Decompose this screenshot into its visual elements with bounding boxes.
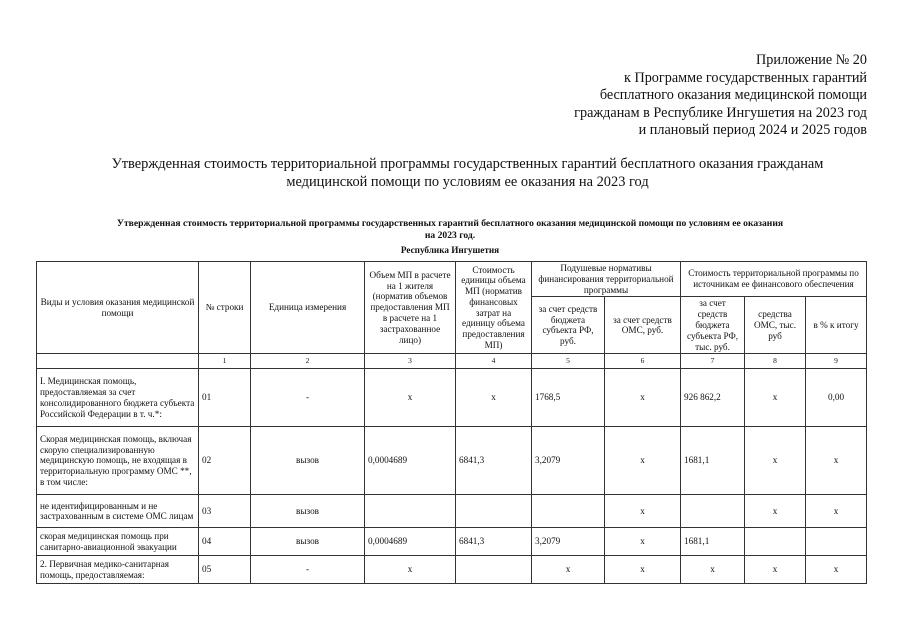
row-budget-norm: 1768,5: [532, 369, 605, 427]
row-line-number: 01: [199, 369, 251, 427]
document-title-line: медицинской помощи по условиям ее оказания на 2023 год: [286, 174, 649, 190]
header-oms-total: средства ОМС, тыс. руб: [745, 297, 806, 354]
row-name: Скорая медицинская помощь, включая скорую специализированную медицинскую помощь, не входящая в территориальную программу ОМС **, в том числе:: [37, 427, 199, 495]
row-unit-cost: [456, 495, 532, 528]
column-number: 2: [251, 354, 365, 369]
row-line-number: 02: [199, 427, 251, 495]
column-number: 3: [365, 354, 456, 369]
appendix-line: и плановый период 2024 и 2025 годов: [638, 122, 867, 139]
appendix-line: Приложение № 20: [756, 52, 867, 68]
document-title-line: Утвержденная стоимость территориальной программы государственных гарантий бесплатного оказания гражданам: [111, 156, 824, 172]
row-percent: x: [806, 427, 867, 495]
row-oms-total: x: [745, 427, 806, 495]
cost-table: [36, 261, 867, 584]
column-number: [37, 354, 199, 369]
column-number-row: [37, 354, 867, 369]
row-budget-norm: [532, 495, 605, 528]
row-oms-total: [745, 528, 806, 556]
row-unit: вызов: [251, 528, 365, 556]
row-name: 2. Первичная медико-санитарная помощь, предоставляемая:: [37, 556, 199, 584]
region-label: Республика Ингушетия: [400, 245, 500, 255]
row-unit-cost: 6841,3: [456, 528, 532, 556]
header-budget-total: за счет средств бюджета субъекта РФ, тыс. руб.: [681, 297, 745, 354]
row-oms-total: x: [745, 369, 806, 427]
row-oms-norm: x: [605, 369, 681, 427]
row-oms-norm: x: [605, 427, 681, 495]
row-oms-norm: x: [605, 556, 681, 584]
header-volume: Объем МП в расчете на 1 жителя (норматив объемов предоставления МП в расчете на 1 застрахованное лицо): [365, 262, 456, 354]
row-unit-cost: 6841,3: [456, 427, 532, 495]
header-unit: Единица измерения: [251, 262, 365, 354]
row-line-number: 03: [199, 495, 251, 528]
appendix-block: [507, 52, 867, 140]
header-percent: в % к итогу: [806, 297, 867, 354]
row-unit: вызов: [251, 427, 365, 495]
column-number: 9: [806, 354, 867, 369]
document-title: [70, 155, 865, 191]
row-percent: x: [806, 556, 867, 584]
row-budget-total: 926 862,2: [681, 369, 745, 427]
appendix-line: бесплатного оказания медицинской помощи: [599, 87, 867, 104]
column-number: 1: [199, 354, 251, 369]
row-volume: 0,0004689: [365, 427, 456, 495]
row-percent: 0,00: [806, 369, 867, 427]
column-number: 8: [745, 354, 806, 369]
table-row: [37, 495, 867, 528]
table-row: [37, 427, 867, 495]
column-number: 6: [605, 354, 681, 369]
row-unit: -: [251, 556, 365, 584]
table-title-line: Утвержденная стоимость территориальной программы государственных гарантий бесплатного оказания медицинской помощи по условиям ее оказания: [116, 218, 784, 229]
row-oms-total: x: [745, 556, 806, 584]
header-line-number: № строки: [199, 262, 251, 354]
appendix-line: гражданам в Республике Ингушетия на 2023 год: [574, 104, 867, 121]
row-budget-total: 1681,1: [681, 528, 745, 556]
column-number: 4: [456, 354, 532, 369]
header-budget-norm: за счет средств бюджета субъекта РФ, руб.: [532, 297, 605, 354]
header-program-cost-group: Стоимость территориальной программы по источникам ее финансового обеспечения: [681, 262, 867, 297]
row-name: I. Медицинская помощь, предоставляемая за счет консолидированного бюджета субъекта Российской Федерации в т. ч.*:: [37, 369, 199, 427]
column-number: 7: [681, 354, 745, 369]
table-title: [30, 218, 870, 242]
row-percent: x: [806, 495, 867, 528]
row-unit-cost: [456, 556, 532, 584]
row-budget-norm: x: [532, 556, 605, 584]
header-oms-norm: за счет средств ОМС, руб.: [605, 297, 681, 354]
row-budget-norm: 3,2079: [532, 427, 605, 495]
row-oms-norm: x: [605, 495, 681, 528]
row-unit-cost: x: [456, 369, 532, 427]
table-row: [37, 528, 867, 556]
row-budget-norm: 3,2079: [532, 528, 605, 556]
table-row: [37, 556, 867, 584]
row-percent: [806, 528, 867, 556]
row-volume: 0,0004689: [365, 528, 456, 556]
row-budget-total: x: [681, 556, 745, 584]
row-volume: [365, 495, 456, 528]
row-budget-total: [681, 495, 745, 528]
table-row: [37, 369, 867, 427]
column-number: 5: [532, 354, 605, 369]
row-name: не идентифицированным и не застрахованным в системе ОМС лицам: [37, 495, 199, 528]
row-oms-norm: x: [605, 528, 681, 556]
table-title-line: на 2023 год.: [424, 230, 476, 241]
row-unit: вызов: [251, 495, 365, 528]
row-line-number: 04: [199, 528, 251, 556]
row-volume: x: [365, 369, 456, 427]
row-volume: x: [365, 556, 456, 584]
row-budget-total: 1681,1: [681, 427, 745, 495]
row-name: скорая медицинская помощь при санитарно-авиационной эвакуации: [37, 528, 199, 556]
row-unit: -: [251, 369, 365, 427]
appendix-line: к Программе государственных гарантий: [624, 69, 867, 86]
header-kinds: Виды и условия оказания медицинской помощи: [37, 262, 199, 354]
header-per-capita-group: Подушевые нормативы финансирования территориальной программы: [532, 262, 681, 297]
row-line-number: 05: [199, 556, 251, 584]
header-unit-cost: Стоимость единицы объема МП (норматив финансовых затрат на единицу объема предоставления МП): [456, 262, 532, 354]
row-oms-total: x: [745, 495, 806, 528]
